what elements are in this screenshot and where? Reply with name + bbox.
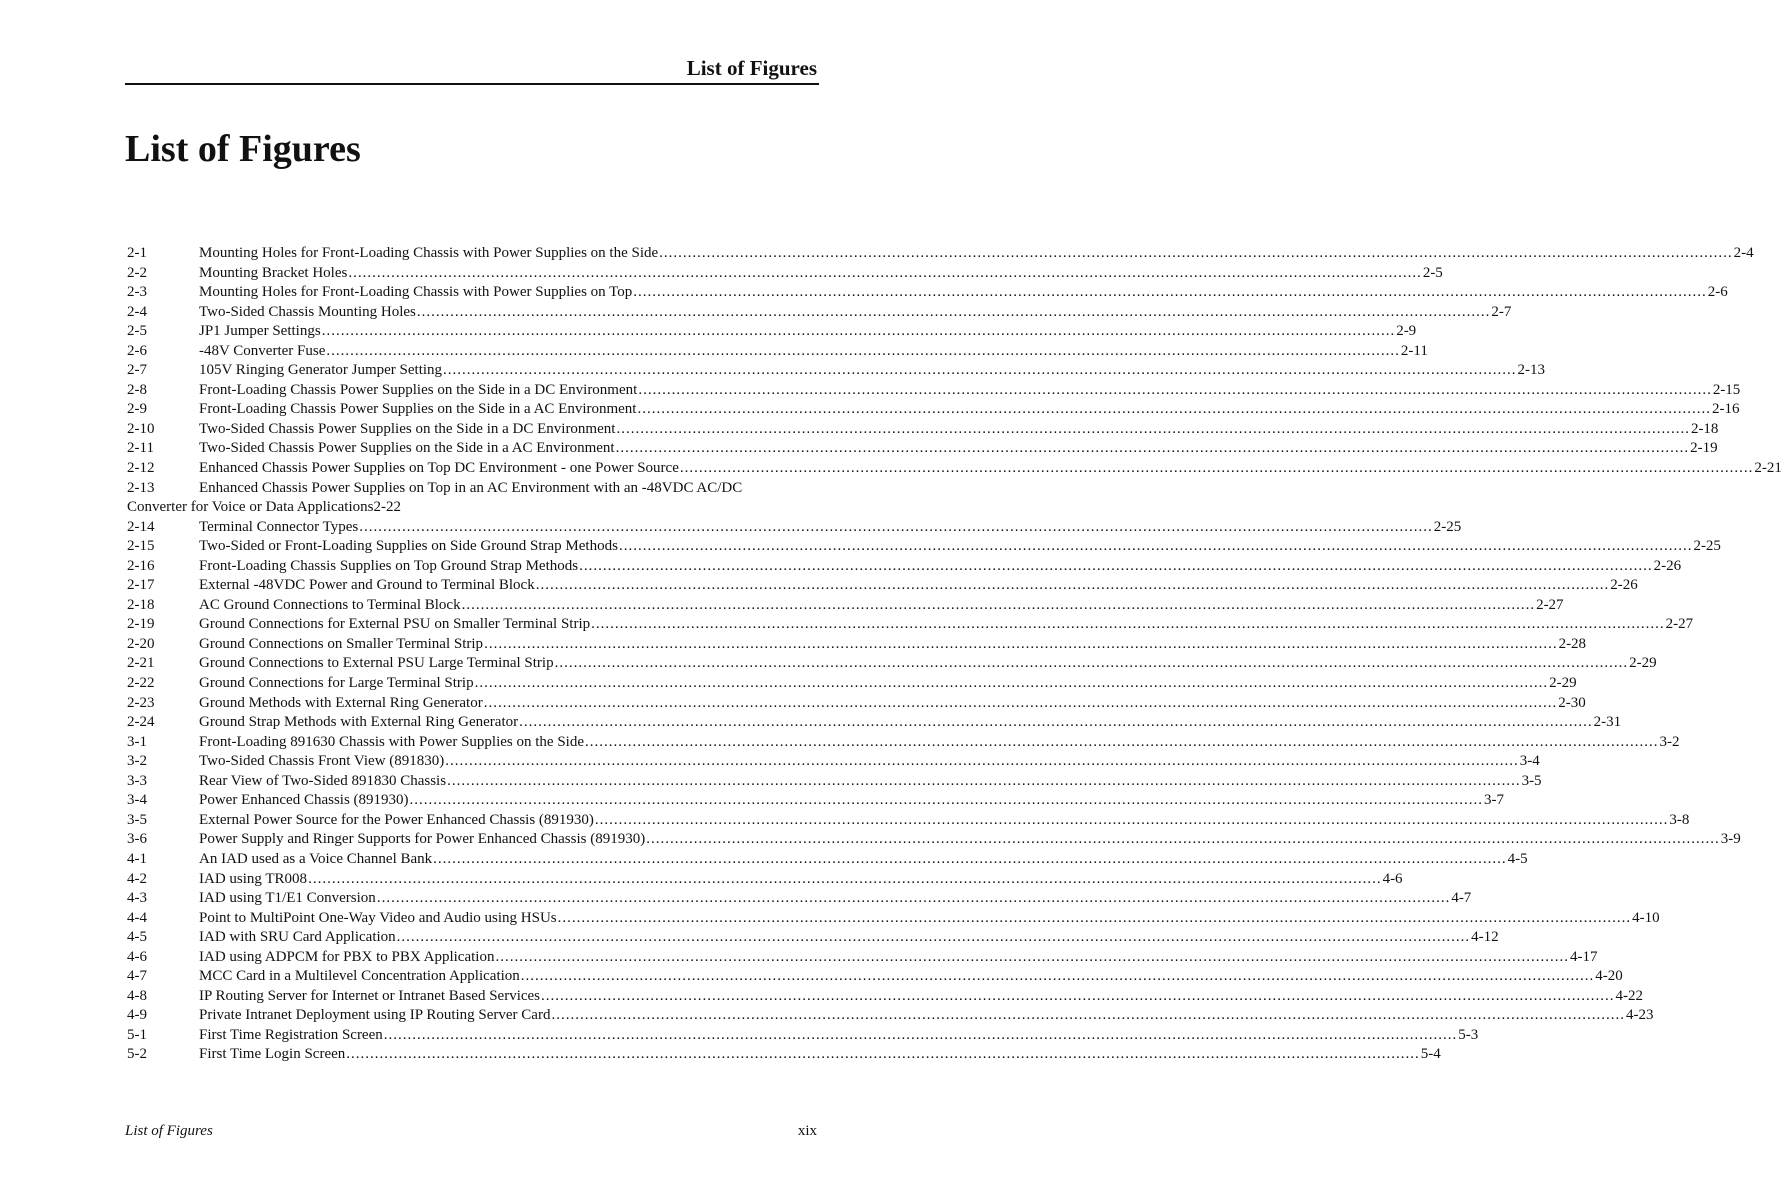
figure-title: IAD using ADPCM for PBX to PBX Application	[199, 948, 495, 965]
figure-number: 4-1	[127, 850, 147, 867]
figure-page-number: 3-4	[1519, 753, 1540, 770]
figure-entry[interactable]	[127, 459, 1782, 479]
figure-entry[interactable]	[127, 518, 1462, 538]
dot-leader	[384, 1026, 1458, 1046]
dot-leader	[595, 811, 1669, 831]
figure-page-number: 2-9	[1396, 323, 1417, 340]
dot-leader	[637, 400, 1711, 420]
dot-leader	[585, 733, 1659, 753]
figure-number: 2-18	[127, 596, 155, 613]
figure-entry[interactable]	[127, 615, 1694, 635]
figure-list	[127, 244, 1782, 1065]
dot-leader	[536, 576, 1610, 596]
figure-title: Front-Loading Chassis Power Supplies on the Side in a DC Environment	[199, 381, 638, 398]
figure-number: 2-20	[127, 635, 155, 652]
figure-number: 3-4	[127, 792, 147, 809]
figure-page-number: 4-12	[1471, 929, 1499, 946]
dot-leader	[397, 928, 1471, 948]
figure-number: 5-1	[127, 1026, 147, 1043]
figure-page-number: 2-27	[1536, 596, 1564, 613]
figure-number: 2-13	[127, 479, 155, 496]
dot-leader	[521, 967, 1595, 987]
figure-page-number: 4-17	[1569, 948, 1598, 965]
figure-number: 5-2	[127, 1046, 147, 1063]
dot-leader	[410, 791, 1484, 811]
figure-title: Ground Connections for Large Terminal Strip	[199, 675, 474, 692]
figure-entry[interactable]	[127, 967, 1623, 987]
figure-number: 3-5	[127, 811, 147, 828]
figure-entry[interactable]	[127, 557, 1682, 577]
figure-list-part-1	[127, 244, 1782, 479]
dot-leader	[616, 439, 1690, 459]
figure-page-number: 2-26	[1653, 557, 1682, 574]
figure-title: First Time Login Screen	[199, 1046, 346, 1063]
figure-page-number: 4-5	[1507, 850, 1528, 867]
figure-page-number: 2-13	[1517, 362, 1546, 379]
figure-page-number: 4-6	[1382, 870, 1403, 887]
figure-number: 2-3	[127, 284, 147, 301]
figure-entry-wrapped[interactable]	[127, 479, 818, 518]
figure-title: -48V Converter Fuse	[199, 342, 326, 359]
running-footer	[125, 1122, 817, 1140]
figure-entry[interactable]	[127, 948, 1598, 968]
figure-entry[interactable]	[127, 1026, 1479, 1046]
figure-entry[interactable]	[127, 850, 1528, 870]
figure-entry[interactable]	[127, 694, 1586, 714]
figure-list-part-2	[127, 518, 1741, 1065]
dot-leader	[447, 772, 1521, 792]
dot-leader	[633, 283, 1707, 303]
figure-number: 2-6	[127, 342, 147, 359]
footer-section-title: List of Figures	[125, 1123, 213, 1139]
figure-number: 4-5	[127, 929, 147, 946]
figure-number: 3-6	[127, 831, 147, 848]
figure-page-number: 2-21	[1754, 460, 1782, 477]
figure-entry[interactable]	[127, 674, 1577, 694]
figure-title: External Power Source for the Power Enhanced Chassis (891930)	[199, 811, 594, 828]
figure-entry[interactable]	[127, 342, 1428, 362]
figure-title: Two-Sided or Front-Loading Supplies on Side Ground Strap Methods	[199, 538, 618, 555]
figure-page-number: 2-31	[1593, 714, 1622, 731]
figure-page-number: 2-18	[1690, 420, 1719, 437]
dot-leader	[555, 654, 1629, 674]
figure-title: Point to MultiPoint One-Way Video and Audio using HSUs	[199, 909, 557, 926]
dot-leader	[551, 1006, 1625, 1026]
figure-number: 2-16	[127, 557, 155, 574]
dot-leader	[308, 870, 1382, 890]
figure-entry[interactable]	[127, 811, 1690, 831]
figure-entry[interactable]	[127, 537, 1721, 557]
figure-title: Private Intranet Deployment using IP Routing Server Card	[199, 1007, 551, 1024]
figure-entry[interactable]	[127, 283, 1728, 303]
figure-entry[interactable]	[127, 1045, 1441, 1065]
figure-entry[interactable]	[127, 870, 1403, 890]
figure-page-number: 2-26	[1610, 577, 1638, 594]
footer-page-number: xix	[797, 1123, 817, 1139]
figure-page-number: 5-3	[1458, 1026, 1479, 1043]
figure-entry[interactable]	[127, 889, 1472, 909]
figure-entry[interactable]	[127, 772, 1542, 792]
figure-page-number: 3-9	[1720, 831, 1741, 848]
figure-title: IAD using T1/E1 Conversion	[199, 890, 376, 907]
figure-number: 2-2	[127, 264, 147, 281]
figure-title: Two-Sided Chassis Mounting Holes	[199, 303, 416, 320]
dot-leader	[541, 987, 1615, 1007]
figure-page-number: 2-27	[1665, 616, 1694, 633]
figure-number: 2-15	[127, 538, 155, 555]
dot-leader	[417, 303, 1491, 323]
figure-title: Ground Connections to External PSU Large Terminal Strip	[199, 655, 554, 672]
figure-page-number: 2-16	[1711, 401, 1740, 418]
figure-page-number: 2-25	[1433, 518, 1462, 535]
figure-title: Two-Sided Chassis Power Supplies on the Side in a DC Environment	[199, 420, 616, 437]
figure-title: Mounting Bracket Holes	[199, 264, 348, 281]
figure-title: AC Ground Connections to Terminal Block	[199, 596, 461, 613]
figure-number: 2-5	[127, 323, 147, 340]
dot-leader	[616, 420, 1690, 440]
figure-title: Power Enhanced Chassis (891930)	[199, 792, 409, 809]
figure-number: 2-17	[127, 577, 155, 594]
figure-entry[interactable]	[127, 713, 1622, 733]
dot-leader	[519, 713, 1593, 733]
figure-title: Ground Methods with External Ring Generator	[199, 694, 483, 711]
figure-page-number: 3-7	[1484, 792, 1505, 809]
figure-number: 2-22	[127, 675, 155, 692]
figure-entry[interactable]	[127, 303, 1512, 323]
figure-page-number: 2-11	[1400, 342, 1428, 359]
figure-title: IP Routing Server for Internet or Intranet Based Services	[199, 987, 541, 1004]
figure-title: 105V Ringing Generator Jumper Setting	[199, 362, 443, 379]
figure-title: Ground Connections for External PSU on Smaller Terminal Strip	[199, 616, 591, 633]
dot-leader	[646, 830, 1720, 850]
figure-entry[interactable]	[127, 596, 1564, 616]
figure-number: 2-7	[127, 362, 147, 379]
figure-title: Two-Sided Chassis Power Supplies on the Side in a AC Environment	[199, 440, 615, 457]
dot-leader	[348, 264, 1422, 284]
figure-title: Power Supply and Ringer Supports for Power Enhanced Chassis (891930)	[199, 831, 646, 848]
figure-number: 2-23	[127, 694, 155, 711]
figure-page-number: 4-23	[1625, 1007, 1654, 1024]
figure-page-number: 2-29	[1549, 675, 1577, 692]
running-header-title: List of Figures	[686, 56, 817, 80]
figure-entry[interactable]	[127, 791, 1505, 811]
figure-page-number: 2-29	[1629, 655, 1657, 672]
page-title: List of Figures	[125, 128, 361, 170]
figure-number: 3-1	[127, 733, 147, 750]
dot-leader	[443, 361, 1517, 381]
figure-page-number: 4-22	[1615, 987, 1644, 1004]
figure-number: 4-3	[127, 890, 147, 907]
dot-leader	[462, 596, 1536, 616]
figure-number: 2-4	[127, 303, 147, 320]
figure-entry[interactable]	[127, 654, 1657, 674]
figure-title: External -48VDC Power and Ground to Terminal Block	[199, 577, 535, 594]
figure-title: Enhanced Chassis Power Supplies on Top DC Environment - one Power Source	[199, 460, 679, 477]
figure-title: Ground Strap Methods with External Ring Generator	[199, 714, 519, 731]
dot-leader	[326, 342, 1400, 362]
figure-number: 2-19	[127, 616, 155, 633]
figure-number: 2-12	[127, 460, 155, 477]
figure-entry[interactable]	[127, 752, 1540, 772]
dot-leader	[484, 694, 1558, 714]
figure-page-number: 2-25	[1693, 538, 1721, 555]
dot-leader	[322, 322, 1396, 342]
figure-number: 3-3	[127, 772, 147, 789]
figure-page-number: 2-19	[1690, 440, 1718, 457]
dot-leader	[680, 459, 1754, 479]
figure-number: 2-21	[127, 655, 155, 672]
dot-leader	[433, 850, 1507, 870]
dot-leader	[579, 557, 1653, 577]
figure-number: 4-7	[127, 968, 147, 985]
figure-page-number: 4-10	[1632, 909, 1660, 926]
dot-leader	[591, 615, 1665, 635]
figure-number: 2-8	[127, 381, 147, 398]
figure-entry[interactable]	[127, 439, 1718, 459]
figure-page-number: 2-4	[1733, 245, 1754, 261]
figure-entry[interactable]	[127, 928, 1499, 948]
figure-entry[interactable]	[127, 909, 1660, 929]
figure-entry[interactable]	[127, 244, 1754, 264]
figure-page-number: 2-28	[1558, 635, 1587, 652]
figure-page-number: 2-6	[1707, 284, 1728, 301]
figure-title-line1: Enhanced Chassis Power Supplies on Top in an AC Environment with an -48VDC AC/DC	[199, 479, 743, 496]
figure-title: Two-Sided Chassis Front View (891830)	[199, 753, 445, 770]
figure-title: Front-Loading Chassis Supplies on Top Ground Strap Methods	[199, 557, 579, 574]
figure-page-number: 2-30	[1558, 694, 1586, 711]
dot-leader	[638, 381, 1712, 401]
figure-page-number: 2-5	[1422, 264, 1443, 281]
dot-leader	[475, 674, 1549, 694]
figure-page-number: 3-2	[1659, 733, 1680, 750]
figure-page-number: 4-7	[1451, 890, 1472, 907]
figure-title: Terminal Connector Types	[199, 518, 359, 535]
dot-leader	[346, 1045, 1420, 1065]
figure-number: 2-1	[127, 245, 147, 261]
figure-entry[interactable]	[127, 1006, 1654, 1026]
figure-title: IAD using TR008	[199, 870, 308, 887]
figure-entry[interactable]	[127, 987, 1644, 1007]
figure-entry[interactable]	[127, 830, 1741, 850]
figure-number: 2-11	[127, 440, 154, 457]
dot-leader	[495, 948, 1569, 968]
figure-number: 4-8	[127, 987, 147, 1004]
figure-title: IAD with SRU Card Application	[199, 929, 396, 946]
figure-number: 2-9	[127, 401, 147, 418]
figure-entry[interactable]	[127, 381, 1741, 401]
figure-number: 4-2	[127, 870, 147, 887]
figure-entry[interactable]	[127, 322, 1417, 342]
figure-entry[interactable]	[127, 576, 1638, 596]
figure-number: 2-10	[127, 420, 155, 437]
dot-leader	[659, 244, 1733, 264]
figure-number: 4-4	[127, 909, 147, 926]
figure-title: An IAD used as a Voice Channel Bank	[199, 850, 433, 867]
figure-title: Mounting Holes for Front-Loading Chassis with Power Supplies on Top	[199, 284, 633, 301]
dot-leader	[359, 518, 1433, 538]
dot-leader	[484, 635, 1558, 655]
dot-leader	[377, 889, 1451, 909]
figure-title: JP1 Jumper Settings	[199, 323, 321, 340]
figure-number: 2-24	[127, 714, 155, 731]
header-rule	[125, 83, 819, 85]
figure-entry[interactable]	[127, 635, 1587, 655]
figure-title: Ground Connections on Smaller Terminal Strip	[199, 635, 484, 652]
figure-page-number: 5-4	[1420, 1046, 1441, 1063]
figure-page-number: 2-7	[1491, 303, 1512, 320]
figure-page-number: 2-15	[1712, 381, 1741, 398]
figure-number: 4-9	[127, 1007, 147, 1024]
dot-leader	[558, 909, 1632, 929]
figure-page-number: 3-8	[1669, 811, 1690, 828]
dot-leader	[445, 752, 1519, 772]
figure-page-number: 4-20	[1595, 968, 1623, 985]
figure-title: First Time Registration Screen	[199, 1026, 383, 1043]
figure-title-line2: Converter for Voice or Data Applications2-22	[127, 499, 401, 516]
figure-title: Front-Loading Chassis Power Supplies on the Side in a AC Environment	[199, 401, 637, 418]
figure-number: 4-6	[127, 948, 147, 965]
figure-title: MCC Card in a Multilevel Concentration Application	[199, 968, 520, 985]
figure-title: Front-Loading 891630 Chassis with Power Supplies on the Side	[199, 733, 584, 750]
figure-entry[interactable]	[127, 733, 1680, 753]
dot-leader	[619, 537, 1693, 557]
figure-number: 3-2	[127, 753, 147, 770]
figure-title: Mounting Holes for Front-Loading Chassis with Power Supplies on the Side	[199, 245, 659, 261]
figure-entry[interactable]	[127, 420, 1719, 440]
figure-title: Rear View of Two-Sided 891830 Chassis	[199, 772, 447, 789]
figure-number: 2-14	[127, 518, 155, 535]
figure-entry[interactable]	[127, 400, 1740, 420]
figure-entry[interactable]	[127, 264, 1443, 284]
figure-page-number: 3-5	[1521, 772, 1542, 789]
figure-entry[interactable]	[127, 361, 1546, 381]
